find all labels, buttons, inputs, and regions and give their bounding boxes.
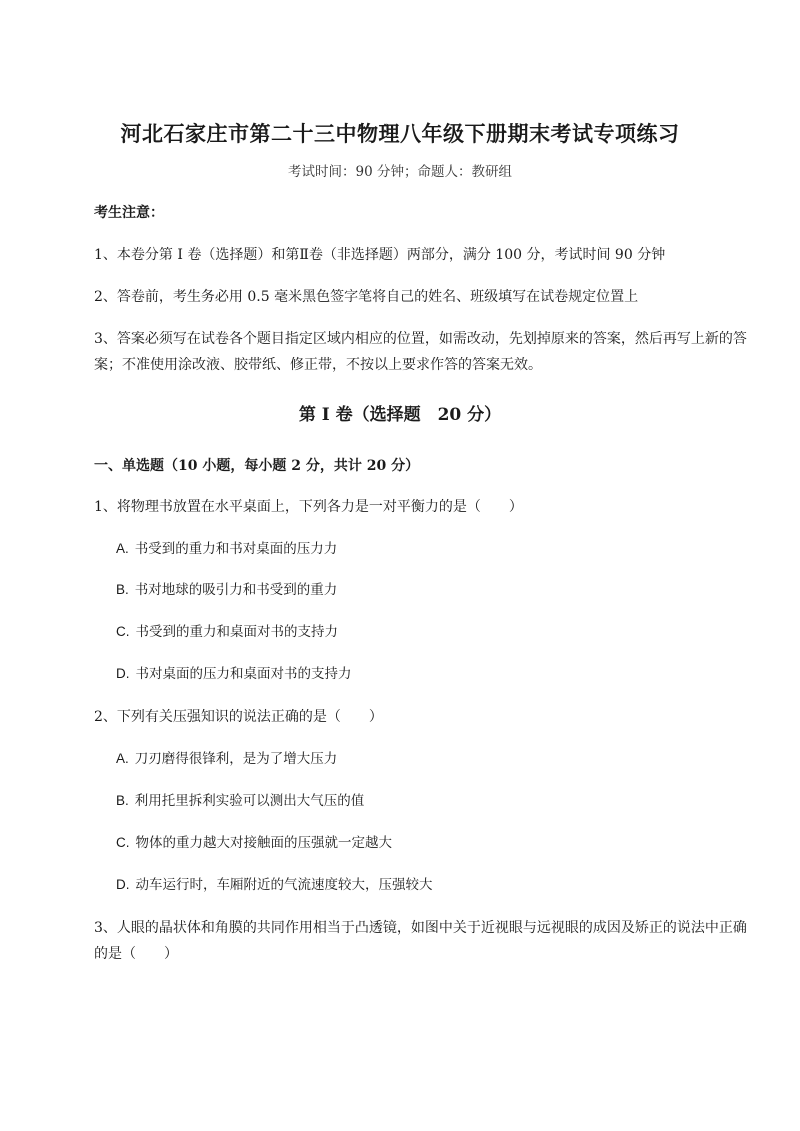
option-text: 书受到的重力和书对桌面的压力力 xyxy=(134,541,338,557)
option-letter: A. xyxy=(116,751,129,766)
answer-option[interactable] xyxy=(116,664,352,684)
notice-item: 1、本卷分第 I 卷（选择题）和第Ⅱ卷（非选择题）两部分，满分 100 分，考试时间 90 分钟 xyxy=(94,247,666,263)
answer-option[interactable] xyxy=(116,749,337,769)
answer-option[interactable] xyxy=(116,791,364,811)
option-text: 物体的重力越大对接触面的压强就一定越大 xyxy=(135,835,392,851)
question-stem: 1、将物理书放置在水平桌面上，下列各力是一对平衡力的是（ ） xyxy=(94,499,523,515)
exam-title: 河北石家庄市第二十三中物理八年级下册期末考试专项练习 xyxy=(120,121,680,146)
option-text: 书对桌面的压力和桌面对书的支持力 xyxy=(135,666,352,682)
notice-heading: 考生注意： xyxy=(94,205,164,221)
option-text: 动车运行时，车厢附近的气流速度较大，压强较大 xyxy=(135,877,433,893)
answer-option[interactable] xyxy=(116,833,392,853)
option-text: 书受到的重力和桌面对书的支持力 xyxy=(135,624,338,640)
section-title: 第 I 卷（选择题 20 分） xyxy=(298,405,502,425)
option-letter: B. xyxy=(116,582,129,597)
option-letter: C. xyxy=(116,835,130,850)
option-letter: B. xyxy=(116,793,129,808)
question-stem: 2、下列有关压强知识的说法正确的是（ ） xyxy=(94,709,383,725)
notice-item: 3、答案必须写在试卷各个题目指定区域内相应的位置，如需改动，先划掉原来的答案，然后再写上新的答案；不准使用涂改液、胶带纸、修正带，不按以上要求作答的答案无效。 xyxy=(94,331,747,373)
answer-option[interactable] xyxy=(116,580,337,600)
option-letter: D. xyxy=(116,877,130,892)
option-letter: D. xyxy=(116,666,130,681)
option-letter: A. xyxy=(116,541,129,556)
exam-subtitle: 考试时间：90 分钟；命题人：教研组 xyxy=(288,164,512,180)
option-text: 刀刃磨得很锋利，是为了增大压力 xyxy=(134,751,338,767)
question-group-heading: 一、单选题（10 小题，每小题 2 分，共计 20 分） xyxy=(94,458,420,474)
question-stem: 3、人眼的晶状体和角膜的共同作用相当于凸透镜，如图中关于近视眼与远视眼的成因及矫正的说法中正确的是（ ） xyxy=(94,920,747,962)
notice-item: 2、答卷前，考生务必用 0.5 毫米黑色签字笔将自己的姓名、班级填写在试卷规定位置上 xyxy=(94,289,639,305)
answer-option[interactable] xyxy=(116,875,433,895)
option-text: 利用托里拆利实验可以测出大气压的值 xyxy=(134,793,365,809)
option-letter: C. xyxy=(116,624,130,639)
option-text: 书对地球的吸引力和书受到的重力 xyxy=(134,582,338,598)
answer-option[interactable] xyxy=(116,539,337,559)
answer-option[interactable] xyxy=(116,622,338,642)
